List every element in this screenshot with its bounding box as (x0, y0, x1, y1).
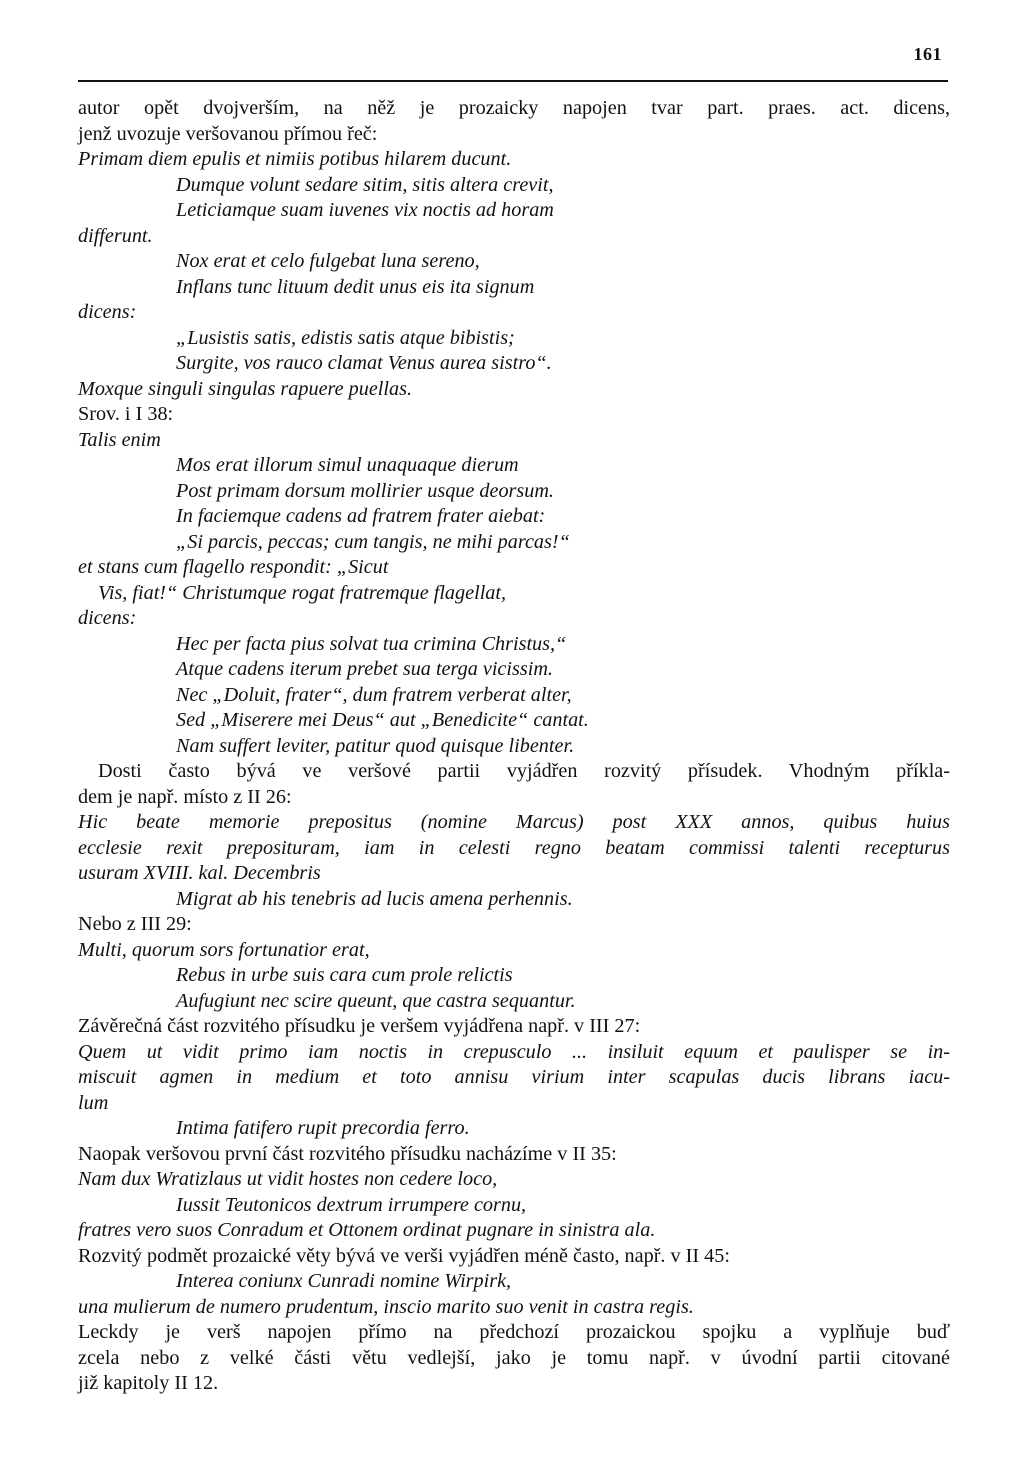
verse-line: Nam suffert leviter, patitur quod quisque libenter. (176, 734, 575, 757)
latin-line: miscuit agmen in medium et toto annisu virium inter scapulas ducis librans iacu- (78, 1066, 950, 1088)
body-text (78, 96, 950, 1397)
text-line: Naopak veršovou první část rozvitého přísudku nacházíme v II 35: (78, 1142, 617, 1165)
verse-line: Sed „Miserere mei Deus“ aut „Benedicite“ cantat. (176, 709, 589, 731)
verse-line: In faciemque cadens ad fratrem frater aiebat: (176, 505, 546, 527)
verse-line: Vis, fiat!“ Christumque rogat fratremque flagellat, (98, 581, 507, 604)
verse-line: Mos erat illorum simul unaquaque dierum (176, 454, 519, 476)
verse-line: Nec „Doluit, frater“, dum fratrem verberat alter, (176, 683, 572, 706)
latin-line: Multi, quorum sors fortunatior erat, (78, 938, 370, 961)
text-line: zcela nebo z velké části větu vedlejší, jako je tomu např. v úvodní partii citované (78, 1346, 950, 1369)
latin-line: fratres vero suos Conradum et Ottonem ordinat pugnare in sinistra ala. (78, 1219, 656, 1241)
verse-line: Hec per facta pius solvat tua crimina Christus,“ (176, 632, 567, 655)
text-line: Leckdy je verš napojen přímo na předchozí prozaickou spojku a vyplňuje buď (78, 1321, 950, 1343)
latin-line: dicens: (78, 301, 137, 323)
text-line: Závěrečná část rozvitého přísudku je veršem vyjádřena např. v III 27: (78, 1015, 641, 1037)
verse-line: Migrat ab his tenebris ad lucis amena perhennis. (176, 887, 573, 910)
header-rule (78, 80, 948, 82)
page-number: 161 (913, 44, 942, 64)
text-line: Nebo z III 29: (78, 913, 192, 935)
verse-line: Iussit Teutonicos dextrum irrumpere cornu, (176, 1193, 527, 1216)
latin-line: lum (78, 1091, 109, 1114)
latin-line: usuram XVIII. kal. Decembris (78, 862, 321, 884)
verse-line: Interea coniunx Cunradi nomine Wirpirk, (176, 1270, 512, 1292)
verse-line: Post primam dorsum mollirier usque deorsum. (176, 479, 554, 502)
text-line: Dosti často bývá ve veršové partii vyjádřen rozvitý přísudek. Vhodným příkla- (98, 760, 950, 782)
latin-line: Nam dux Wratizlaus ut vidit hostes non cedere loco, (78, 1168, 498, 1190)
verse-line: Aufugiunt nec scire queunt, que castra sequantur. (176, 989, 576, 1012)
verse-line: Leticiamque suam iuvenes vix noctis ad horam (176, 199, 554, 221)
verse-line: Dumque volunt sedare sitim, sitis altera crevit, (176, 173, 554, 196)
latin-line: Moxque singuli singulas rapuere puellas. (78, 377, 413, 400)
text-line: autor opět dvojverším, na něž je prozaicky napojen tvar part. praes. act. dicens, (78, 97, 950, 119)
latin-line: Primam diem epulis et nimiis potibus hilarem ducunt. (78, 148, 512, 170)
latin-line: Quem ut vidit primo iam noctis in crepusculo ... insiluit equum et paulisper se in- (78, 1040, 950, 1063)
text-line: Srov. i I 38: (78, 403, 174, 425)
verse-line: Surgite, vos rauco clamat Venus aurea sistro“. (176, 352, 552, 374)
verse-line: Inflans tunc lituum dedit unus eis ita signum (176, 275, 535, 298)
text-line: již kapitoly II 12. (78, 1372, 219, 1394)
text-line: Rozvitý podmět prozaické věty bývá ve verši vyjádřen méně často, např. v II 45: (78, 1244, 730, 1267)
latin-line: differunt. (78, 224, 153, 247)
verse-line: „Si parcis, peccas; cum tangis, ne mihi parcas!“ (176, 530, 570, 553)
latin-line: et stans cum flagello respondit: „Sicut (78, 556, 389, 578)
latin-line: Hic beate memorie prepositus (nomine Marcus) post XXX annos, quibus huius (78, 811, 950, 833)
latin-line: dicens: (78, 607, 137, 629)
text-line: jenž uvozuje veršovanou přímou řeč: (78, 122, 378, 145)
latin-line: una mulierum de numero prudentum, inscio marito suo venit in castra regis. (78, 1295, 694, 1318)
text-line: dem je např. místo z II 26: (78, 785, 292, 808)
verse-line: Rebus in urbe suis cara cum prole relictis (176, 964, 513, 986)
verse-line: „Lusistis satis, edistis satis atque bibistis; (176, 326, 515, 349)
latin-line: ecclesie rexit preposituram, iam in celesti regno beatam commissi talenti recepturus (78, 836, 950, 859)
verse-line: Nox erat et celo fulgebat luna sereno, (176, 250, 480, 272)
verse-line: Atque cadens iterum prebet sua terga vicissim. (176, 658, 553, 680)
latin-line: Talis enim (78, 428, 161, 451)
verse-line: Intima fatifero rupit precordia ferro. (176, 1117, 470, 1139)
